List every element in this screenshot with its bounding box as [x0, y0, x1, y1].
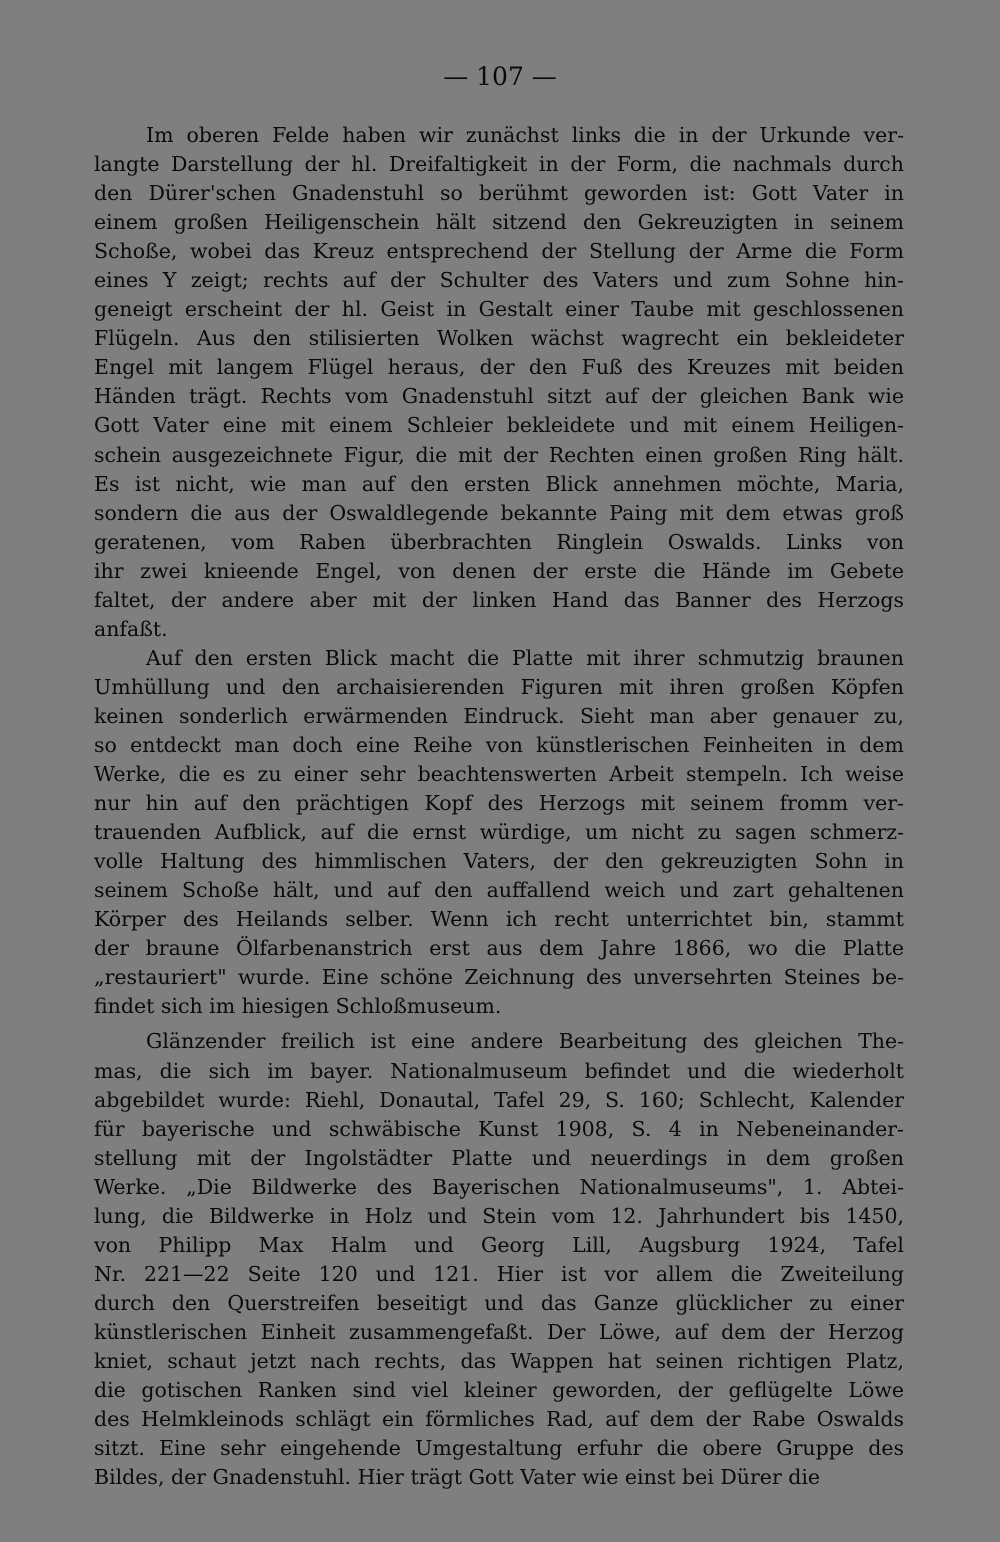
- text-line: Umhüllung und den archaisierenden Figuren mit ihren großen Köpfen: [94, 674, 904, 699]
- text-line: der braune Ölfarbenanstrich erst aus dem Jahre 1866, wo die Platte: [94, 936, 904, 961]
- text-line: abgebildet wurde: Riehl, Donautal, Tafel 29, S. 160; Schlecht, Kalender: [94, 1087, 904, 1112]
- text-line: schein ausgezeichnete Figur, die mit der Rechten einen großen Ring hält.: [94, 442, 904, 467]
- paragraph: [94, 1027, 904, 1492]
- text-line: lung, die Bildwerke in Holz und Stein vom 12. Jahrhundert bis 1450,: [94, 1203, 904, 1228]
- text-line: des Helmkleinods schlägt ein förmliches Rad, auf dem der Rabe Oswalds: [94, 1407, 904, 1432]
- text-line: mas, die sich im bayer. Nationalmuseum befindet und die wiederholt: [94, 1058, 904, 1083]
- page-number: — 107 —: [443, 62, 557, 91]
- text-line: Werke. „Die Bildwerke des Bayerischen Nationalmuseums", 1. Abtei-: [94, 1174, 904, 1199]
- text-line: Glänzender freilich ist eine andere Bearbeitung des gleichen The-: [146, 1029, 904, 1054]
- text-line: langte Darstellung der hl. Dreifaltigkeit in der Form, die nachmals durch: [94, 152, 904, 177]
- text-line: volle Haltung des himmlischen Vaters, der den gekreuzigten Sohn in: [94, 849, 904, 874]
- text-line: sondern die aus der Oswaldlegende bekannte Paing mit dem etwas groß: [94, 500, 904, 525]
- text-line: Körper des Heilands selber. Wenn ich recht unterrichtet bin, stammt: [94, 907, 904, 932]
- text-line: sitzt. Eine sehr eingehende Umgestaltung erfuhr die obere Gruppe des: [94, 1436, 904, 1461]
- text-line: Es ist nicht, wie man auf den ersten Blick annehmen möchte, Maria,: [94, 471, 904, 496]
- text-line: Schoße, wobei das Kreuz entsprechend der Stellung der Arme die Form: [94, 239, 904, 264]
- text-line: den Dürer'schen Gnadenstuhl so berühmt geworden ist: Gott Vater in: [94, 181, 904, 206]
- text-line: Werke, die es zu einer sehr beachtenswerten Arbeit stempeln. Ich weise: [94, 762, 904, 787]
- paragraph: [94, 644, 904, 1022]
- text-line: künstlerischen Einheit zusammengefaßt. Der Löwe, auf dem der Herzog: [94, 1319, 904, 1344]
- text-line: trauenden Aufblick, auf die ernst würdige, um nicht zu sagen schmerz-: [94, 820, 904, 845]
- text-line: anfaßt.: [94, 616, 168, 641]
- text-line: Händen trägt. Rechts vom Gnadenstuhl sitzt auf der gleichen Bank wie: [94, 384, 904, 409]
- paragraph: [94, 121, 904, 644]
- text-line: durch den Querstreifen beseitigt und das Ganze glücklicher zu einer: [94, 1290, 904, 1315]
- text-line: keinen sonderlich erwärmenden Eindruck. Sieht man aber genauer zu,: [94, 703, 904, 728]
- text-line: Gott Vater eine mit einem Schleier bekleidete und mit einem Heiligen-: [94, 413, 904, 438]
- body-text: [94, 121, 904, 1492]
- text-line: geratenen, vom Raben überbrachten Ringlein Oswalds. Links von: [94, 529, 904, 554]
- text-line: kniet, schaut jetzt nach rechts, das Wappen hat seinen richtigen Platz,: [94, 1348, 904, 1373]
- text-line: nur hin auf den prächtigen Kopf des Herzogs mit seinem fromm ver-: [94, 791, 904, 816]
- text-line: eines Y zeigt; rechts auf der Schulter des Vaters und zum Sohne hin-: [94, 268, 904, 293]
- text-line: Bildes, der Gnadenstuhl. Hier trägt Gott Vater wie einst bei Dürer die: [94, 1465, 821, 1490]
- text-line: von Philipp Max Halm und Georg Lill, Augsburg 1924, Tafel: [94, 1232, 904, 1257]
- text-line: Im oberen Felde haben wir zunächst links die in der Urkunde ver-: [146, 123, 904, 147]
- text-line: Engel mit langem Flügel heraus, der den Fuß des Kreuzes mit beiden: [94, 355, 904, 380]
- text-line: geneigt erscheint der hl. Geist in Gestalt einer Taube mit geschlossenen: [94, 297, 904, 322]
- text-line: Flügeln. Aus den stilisierten Wolken wächst wagrecht ein bekleideter: [94, 326, 904, 351]
- text-line: stellung mit der Ingolstädter Platte und neuerdings in dem großen: [94, 1145, 904, 1170]
- text-line: „restauriert" wurde. Eine schöne Zeichnung des unversehrten Steines be-: [94, 965, 904, 990]
- text-line: seinem Schoße hält, und auf den auffallend weich und zart gehaltenen: [94, 878, 904, 903]
- text-line: faltet, der andere aber mit der linken Hand das Banner des Herzogs: [94, 587, 904, 612]
- text-line: findet sich im hiesigen Schloßmuseum.: [94, 994, 502, 1019]
- text-line: Auf den ersten Blick macht die Platte mit ihrer schmutzig braunen: [146, 645, 904, 670]
- text-line: einem großen Heiligenschein hält sitzend den Gekreuzigten in seinem: [94, 210, 904, 235]
- text-line: Nr. 221—22 Seite 120 und 121. Hier ist vor allem die Zweiteilung: [94, 1261, 904, 1286]
- text-line: ihr zwei knieende Engel, von denen der erste die Hände im Gebete: [94, 558, 904, 583]
- text-line: die gotischen Ranken sind viel kleiner geworden, der geflügelte Löwe: [94, 1378, 904, 1403]
- text-line: für bayerische und schwäbische Kunst 1908, S. 4 in Nebeneinander-: [94, 1116, 904, 1141]
- text-line: so entdeckt man doch eine Reihe von künstlerischen Feinheiten in dem: [94, 732, 904, 757]
